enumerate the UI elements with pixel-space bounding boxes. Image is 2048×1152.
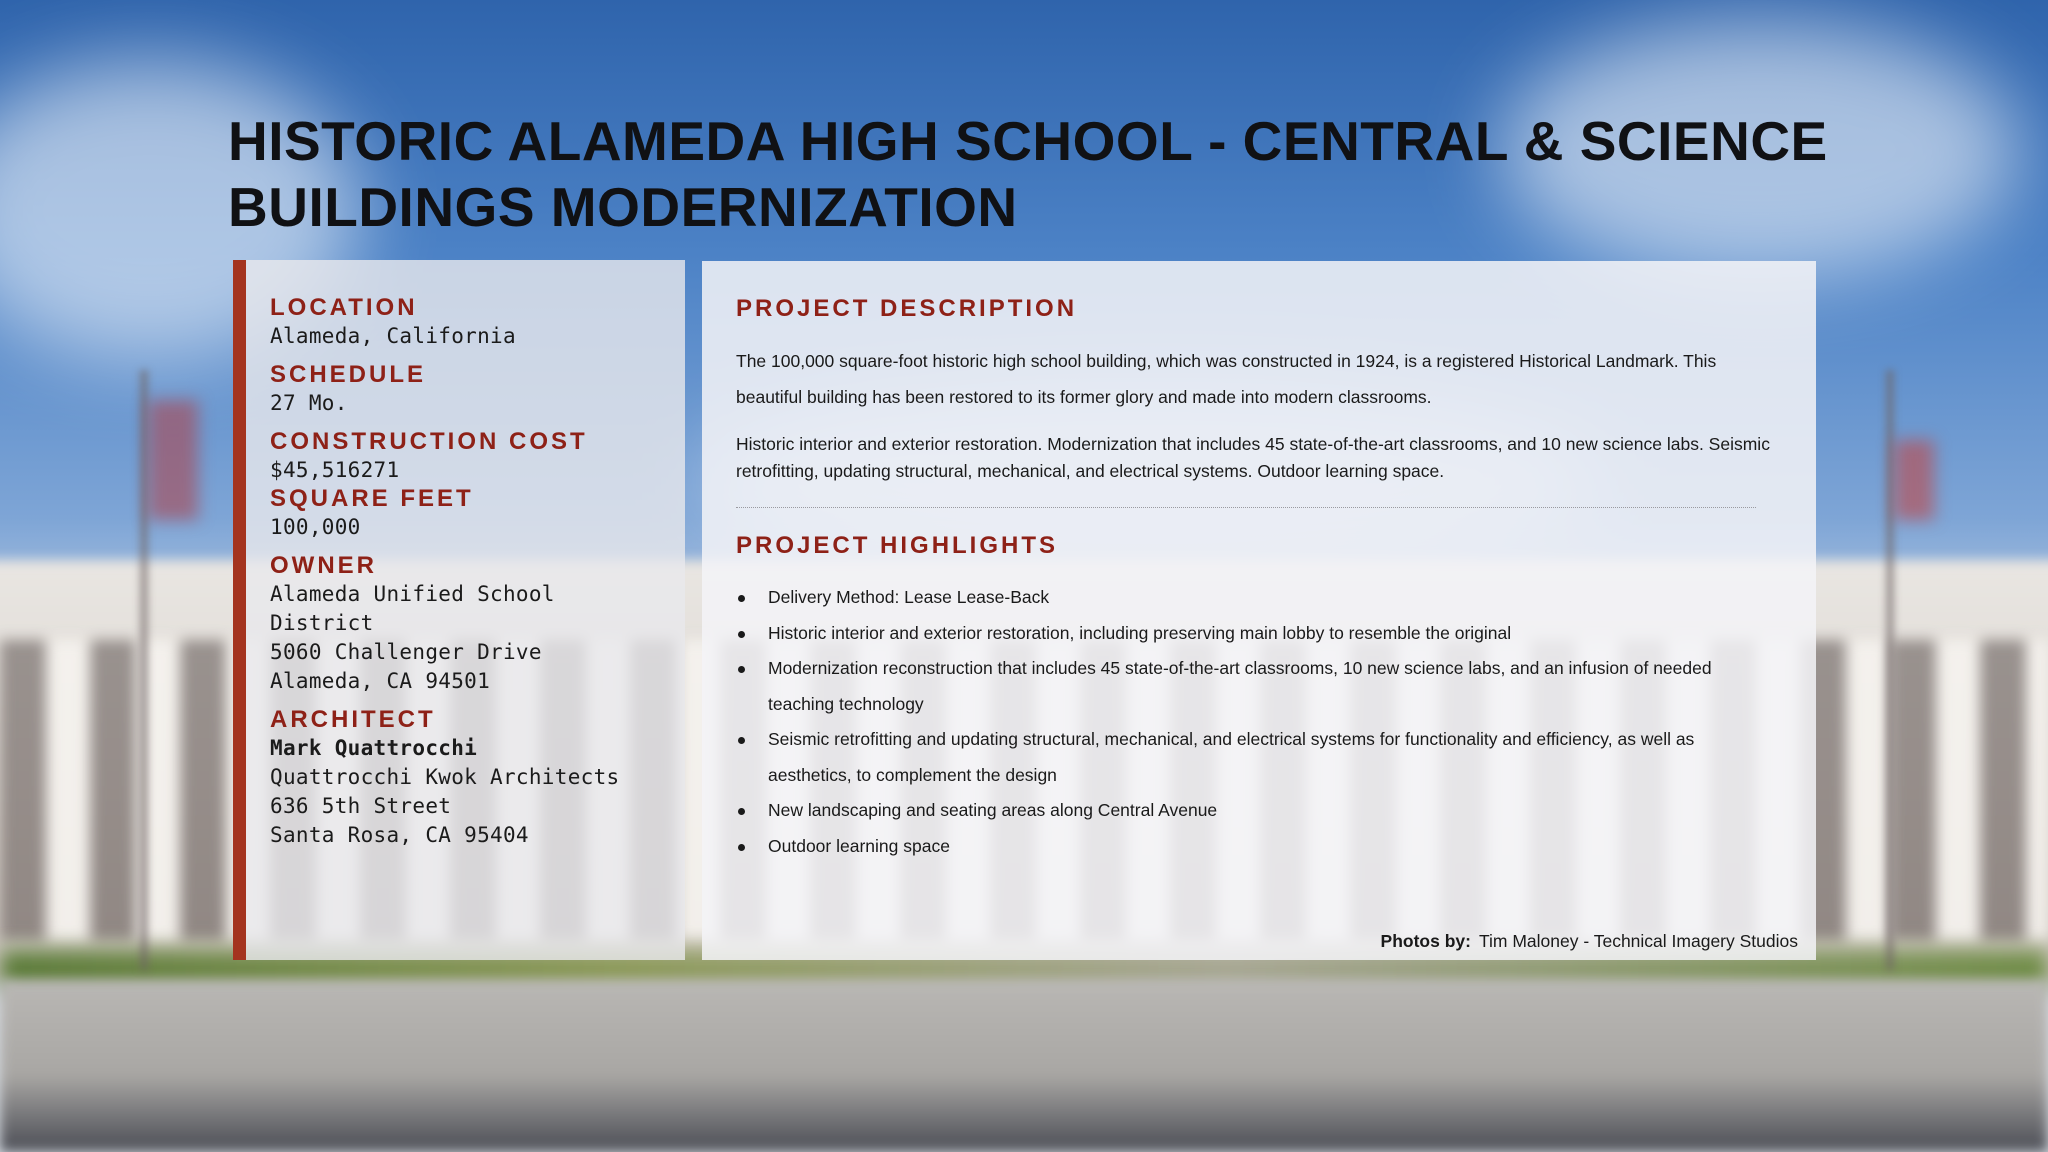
architect-label: ARCHITECT [270,706,436,733]
sqft-value: 100,000 [270,515,361,539]
schedule-value: 27 Mo. [270,391,348,415]
description-heading: PROJECT DESCRIPTION [736,295,1078,322]
cost-label: CONSTRUCTION COST [270,428,588,455]
photo-credit-label: Photos by: [1380,931,1471,951]
page-title: HISTORIC ALAMEDA HIGH SCHOOL - CENTRAL & SCIENCE BUILDINGS MODERNIZATION [228,110,1828,238]
owner-line: 5060 Challenger Drive [270,640,542,664]
architect-group [270,706,665,850]
highlight-text: Modernization reconstruction that includes 45 state-of-the-art classrooms, 10 new science labs, and an infusion of needed teaching technology [768,658,1712,714]
bullet-icon [738,666,745,673]
owner-group [270,552,665,696]
description-paragraph: Historic interior and exterior restoration. Modernization that includes 45 state-of-the-art classrooms, and 10 new science labs. Seismic retrofitting, updating structural, mechanical, and electrical systems. Outdoor learning space. [736,434,1770,481]
bullet-icon [738,844,745,851]
list-item [736,580,1776,616]
section-divider [736,507,1756,508]
flag-pole [140,370,148,970]
architect-line: 636 5th Street [270,794,452,818]
highlight-text: Historic interior and exterior restoration, including preserving main lobby to resemble the original [768,622,1512,643]
list-item [736,722,1776,793]
highlight-text: Seismic retrofitting and updating structural, mechanical, and electrical systems for functionality and efficiency, as well as aesthetics, to complement the design [768,729,1695,785]
highlights-list [736,580,1776,864]
photo-credit-value: Tim Maloney - Technical Imagery Studios [1478,931,1798,951]
list-item [736,616,1776,652]
location-group [270,294,665,351]
architect-name: Mark Quattrocchi [270,736,478,760]
location-value: Alameda, California [270,324,516,348]
plaza-ground [0,980,2048,1152]
owner-line: Alameda, CA 94501 [270,669,491,693]
highlight-text: Outdoor learning space [768,835,950,856]
highlights-heading: PROJECT HIGHLIGHTS [736,532,1059,559]
architect-line: Quattrocchi Kwok Architects [270,765,620,789]
owner-line: Alameda Unified School District [270,582,555,635]
highlight-text: New landscaping and seating areas along Central Avenue [768,800,1218,820]
flag-pole [1886,370,1894,970]
architect-line: Santa Rosa, CA 95404 [270,823,529,847]
cost-value: $45,516271 [270,458,400,482]
sqft-label: SQUARE FEET [270,485,474,512]
description-paragraph: The 100,000 square-foot historic high school building, which was constructed in 1924, is a registered Historical Landmark. This beautiful building has been restored to its former glory and made into modern classrooms. [736,351,1717,407]
schedule-label: SCHEDULE [270,361,427,388]
list-item [736,829,1776,865]
location-label: LOCATION [270,294,418,321]
highlight-text: Delivery Method: Lease Lease-Back [768,587,1050,607]
sqft-group [270,485,665,542]
owner-label: OWNER [270,552,377,579]
cost-group [270,428,665,485]
list-item [736,793,1776,829]
flag [1894,440,1934,520]
bullet-icon [738,808,745,815]
bullet-icon [738,631,745,638]
project-description-panel [702,261,1816,960]
bullet-icon [738,737,745,744]
photo-credit [1381,931,1798,952]
project-info-panel [233,260,685,960]
schedule-group [270,361,665,418]
list-item [736,651,1776,722]
flag [148,400,198,520]
bullet-icon [738,595,745,602]
